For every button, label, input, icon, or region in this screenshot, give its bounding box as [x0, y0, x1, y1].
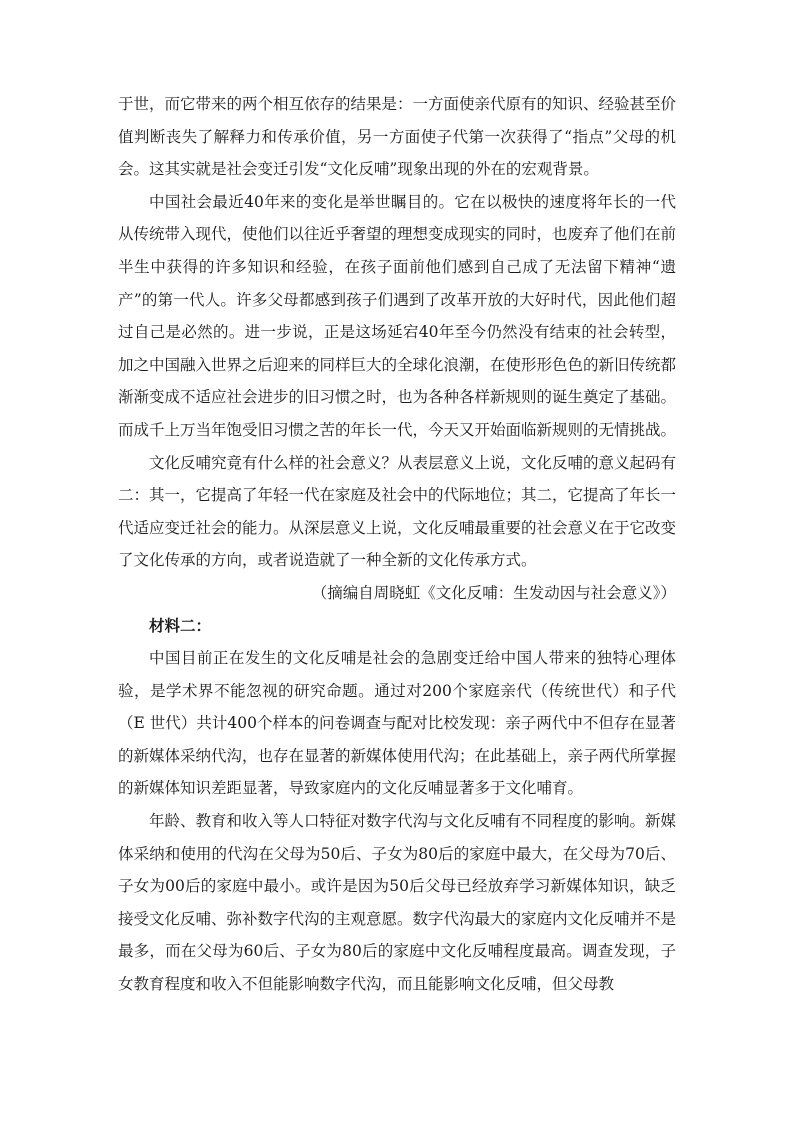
paragraph-material2-demographics: 年龄、教育和收入等人口特征对数字代沟与文化反哺有不同程度的影响。新媒体采纳和使用的代沟在父母为50后、子女为80后的家庭中最大，在父母为70后、子女为00后的家庭中最小。或许是因为50后父母已经放弃学习新媒体知识，缺乏接受文化反哺、弥补数字代沟的主观意愿。数字代沟最大的家庭内文化反哺并不是最多，而在父母为60后、子女为80后的家庭中文化反哺程度最高。调查发现，子女教育程度和收入不但能影响数字代沟，而且能影响文化反哺，但父母教 — [118, 812, 677, 994]
paragraph-china-change: 中国社会最近40年来的变化是举世瞩目的。它在以极快的速度将年长的一代从传统带入现代，使他们以往近乎奢望的理想变成现实的同时，也废弃了他们在前半生中获得的许多知识和经验，在孩子面前他们感到自己成了无法留下精神“遗产”的第一代人。许多父母都感到孩子们遇到了改革开放的大好时代，因此他们超过自己是必然的。进一步说，正是这场延宕40年至今仍然没有结束的社会转型，加之中国融入世界之后迎来的同样巨大的全球化浪潮，在使形形色色的新旧传统都渐渐变成不适应社会进步的旧习惯之时，也为各种各样新规则的诞生奠定了基础。而成千上万当年饱受旧习惯之苦的年长一代，今天又开始面临新规则的无情挑战。 — [118, 192, 677, 439]
citation-source: （摘编自周晓虹《文化反哺：生发动因与社会意义》） — [311, 583, 676, 602]
article-body — [118, 88, 676, 1001]
paragraph-material2-survey: 中国目前正在发生的文化反哺是社会的急剧变迁给中国人带来的独特心理体验，是学术界不能忽视的研究命题。通过对200个家庭亲代（传统世代）和子代（E 世代）共计400个样本的问卷调查与配对比校发现：亲子两代中不但存在显著的新媒体采纳代沟，也存在显著的新媒体使用代沟；在此基础上，亲子两代所掌握的新媒体知识差距显著，导致家庭内的文化反哺显著多于文化哺育。 — [118, 649, 677, 798]
material-two-heading: 材料二： — [149, 615, 212, 635]
paragraph-social-meaning: 文化反哺究竟有什么样的社会意义？从表层意义上说，文化反哺的意义起码有二：其一，它提高了年轻一代在家庭及社会中的代际地位；其二，它提高了年长一代适应变迁社会的能力。从深层意义上说，文化反哺最重要的社会意义在于它改变了文化传承的方向，或者说造就了一种全新的文化传承方式。 — [118, 453, 677, 570]
paragraph-intro: 于世，而它带来的两个相互依存的结果是：一方面使亲代原有的知识、经验甚至价值判断丧失了解释力和传承价值，另一方面使子代第一次获得了“指点”父母的机会。这其实就是社会变迁引发“文化反哺”现象出现的外在的宏观背景。 — [118, 95, 677, 179]
